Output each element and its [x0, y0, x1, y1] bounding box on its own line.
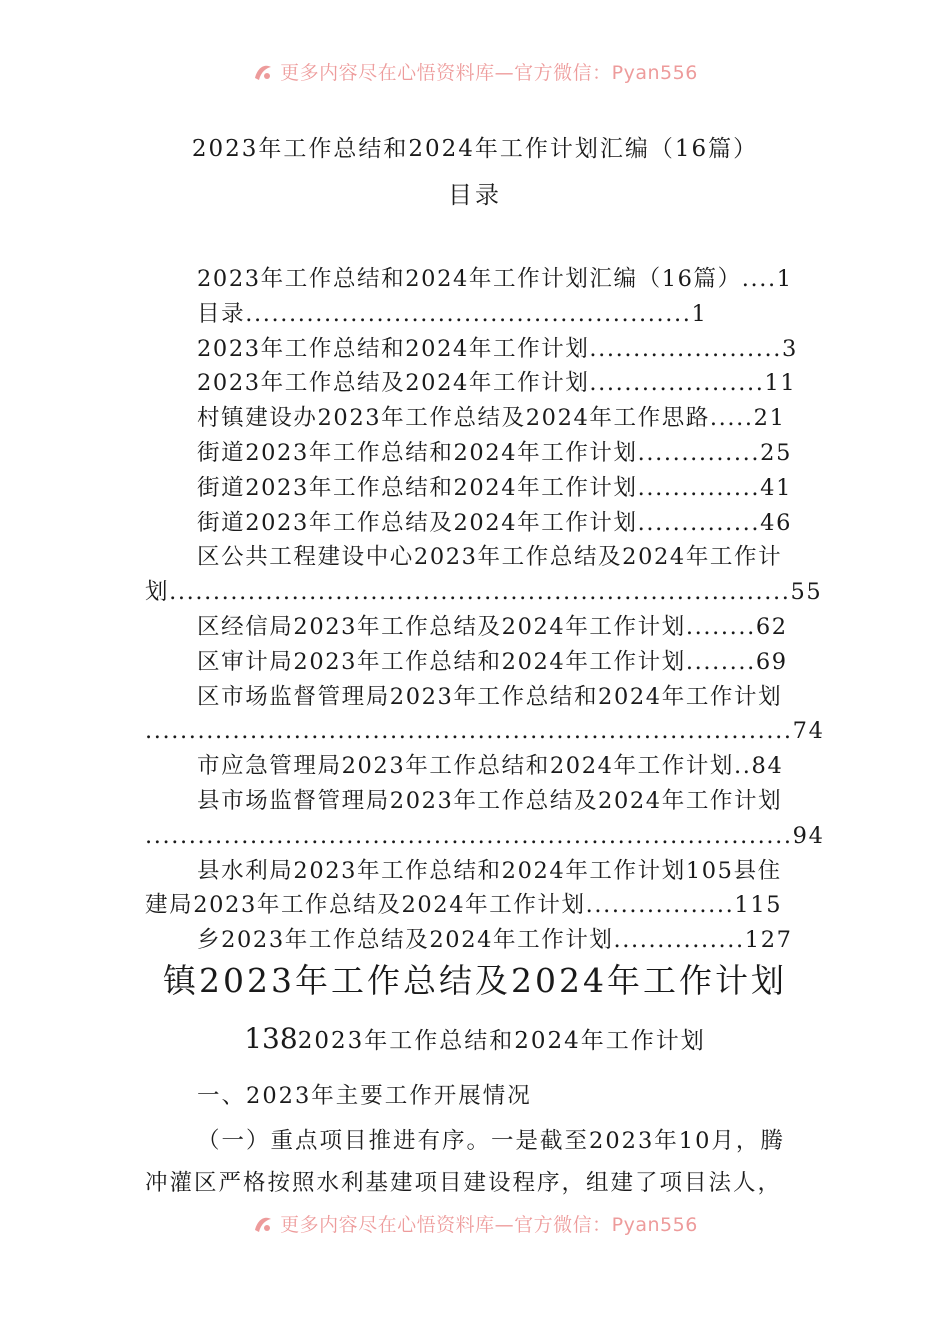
table-of-contents: [145, 262, 825, 958]
watermark-bottom: [0, 1210, 950, 1240]
watermark-text: 更多内容尽在心悟资料库—官方微信：Pyan556: [280, 1214, 698, 1236]
toc-line[interactable]: 乡2023年工作总结及2024年工作计划...............127: [197, 927, 793, 954]
document-subtitle: 目录: [448, 181, 502, 209]
toc-line[interactable]: 街道2023年工作总结和2024年工作计划..............25: [197, 439, 792, 466]
watermark-top: [0, 58, 950, 88]
toc-line[interactable]: 县市场监督管理局2023年工作总结及2024年工作计划: [197, 787, 783, 814]
toc-line[interactable]: 区经信局2023年工作总结及2024年工作计划........62: [197, 613, 788, 640]
toc-line[interactable]: 2023年工作总结和2024年工作计划......................3: [197, 335, 798, 362]
toc-line[interactable]: 区公共工程建设中心2023年工作总结及2024年工作计: [197, 544, 783, 571]
section-heading: [0, 1022, 950, 1055]
toc-line[interactable]: 街道2023年工作总结及2024年工作计划..............46: [197, 509, 792, 536]
watermark-text: 更多内容尽在心悟资料库—官方微信：Pyan556: [280, 62, 698, 84]
toc-line[interactable]: 市应急管理局2023年工作总结和2024年工作计划..84: [197, 753, 784, 780]
toc-line[interactable]: 2023年工作总结及2024年工作计划....................11: [197, 370, 797, 397]
logo-icon: [252, 61, 274, 88]
toc-line[interactable]: 建局2023年工作总结及2024年工作计划.................115: [145, 892, 783, 919]
toc-line[interactable]: ..........................................................................74: [145, 718, 825, 745]
toc-line[interactable]: 村镇建设办2023年工作总结及2024年工作思路.....21: [197, 405, 786, 432]
toc-line[interactable]: 划.......................................................................55: [145, 579, 823, 606]
page-number: 138: [244, 1022, 298, 1055]
body-paragraph-line: 冲灌区严格按照水利基建项目建设程序，组建了项目法人，: [145, 1170, 783, 1196]
section-big-heading: 镇2023年工作总结及2024年工作计划: [163, 961, 787, 1000]
toc-line[interactable]: 区审计局2023年工作总结和2024年工作计划........69: [197, 648, 788, 675]
body-paragraph-heading: 一、2023年主要工作开展情况: [197, 1083, 532, 1109]
toc-line[interactable]: ..........................................................................94: [145, 822, 825, 849]
toc-line[interactable]: 目录...................................................1: [197, 300, 708, 327]
logo-icon: [252, 1213, 274, 1240]
toc-line[interactable]: 2023年工作总结和2024年工作计划汇编（16篇）....1: [197, 266, 793, 292]
section-title: 2023年工作总结和2024年工作计划: [297, 1028, 706, 1054]
document-title: 2023年工作总结和2024年工作计划汇编（16篇）: [191, 136, 759, 162]
toc-line[interactable]: 区市场监督管理局2023年工作总结和2024年工作计划: [197, 683, 783, 710]
toc-line[interactable]: 县水利局2023年工作总结和2024年工作计划105县住: [197, 857, 782, 884]
toc-line[interactable]: 街道2023年工作总结和2024年工作计划..............41: [197, 474, 792, 501]
body-paragraph-line: （一）重点项目推进有序。一是截至2023年10月，腾: [197, 1128, 785, 1154]
